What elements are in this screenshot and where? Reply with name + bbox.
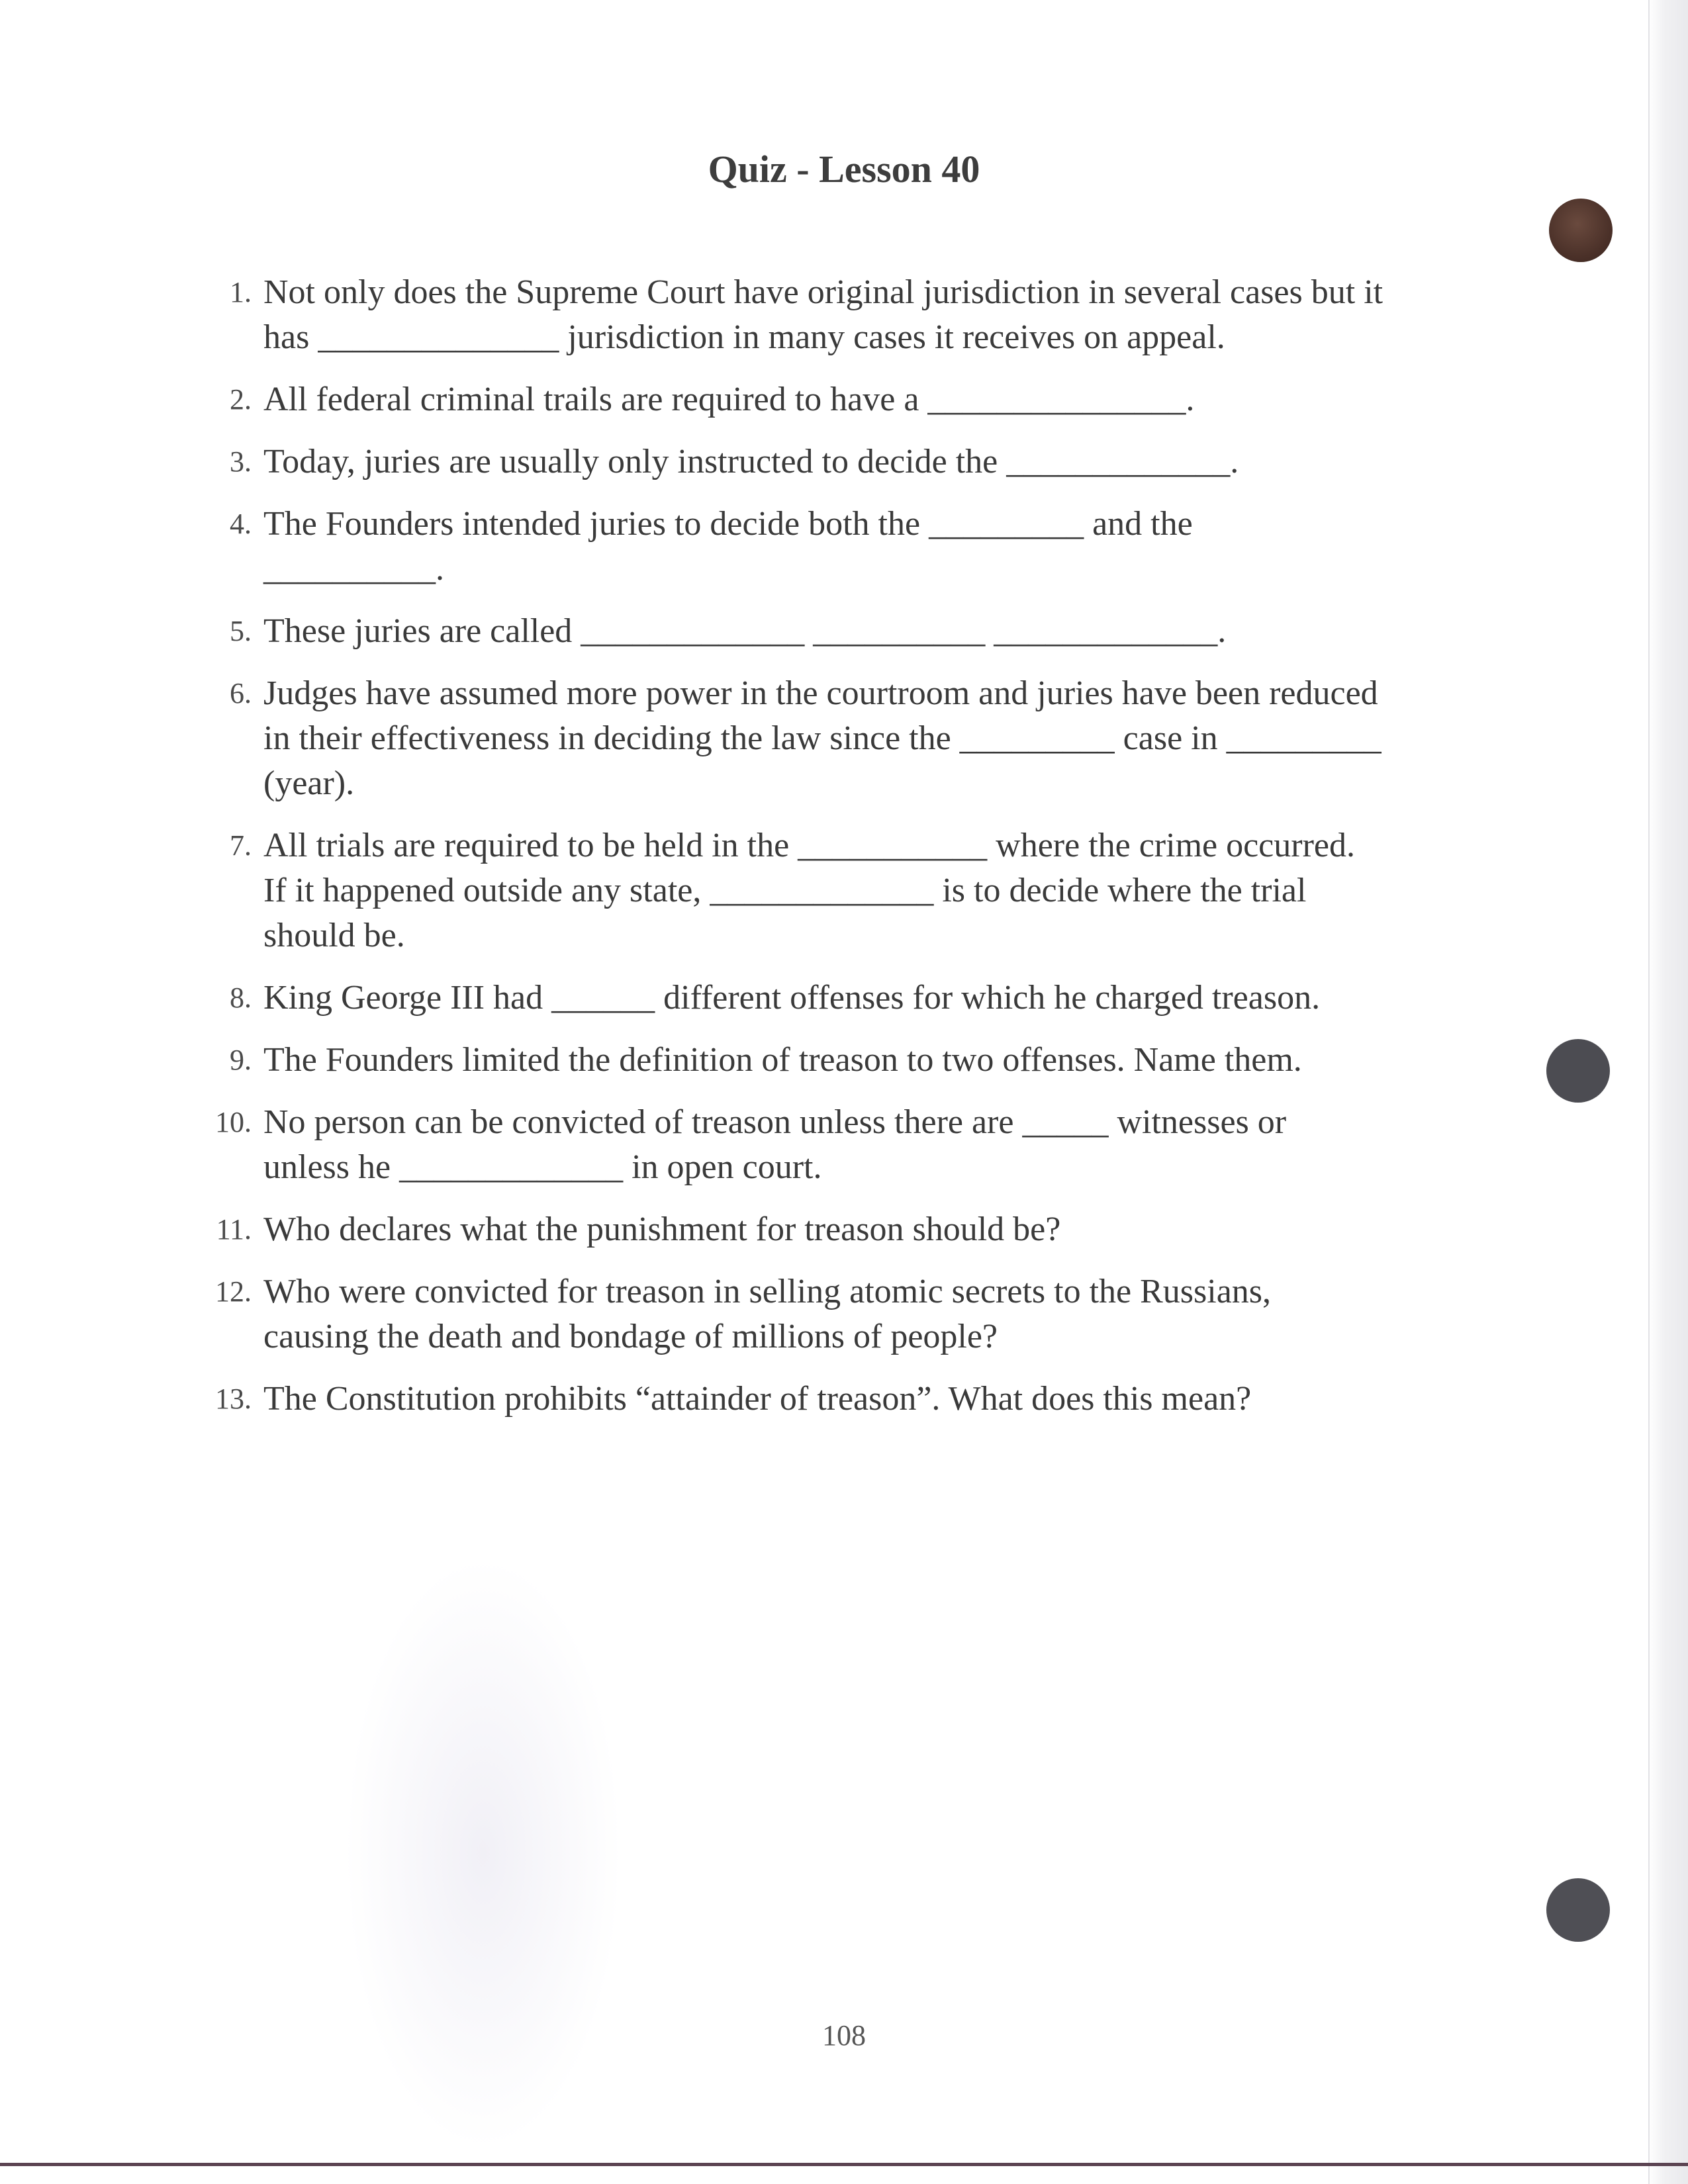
question-item [192,377,1503,422]
question-text: All federal criminal trails are required to have a _______________. [263,381,1195,418]
question-text: These juries are called _____________ __________ _____________. [263,612,1227,650]
page-number: 108 [822,2019,866,2052]
question-number: 13. [215,1383,252,1415]
question-number: 5. [230,615,252,647]
question-item [192,270,1503,360]
question-item [192,609,1503,654]
question-list [192,270,1503,1439]
scan-smudge [344,1555,622,2151]
question-text: All trials are required to be held in the ___________ where the crime occurred. If it happened outside any state, _____________ is to decide where the trial should be. [263,827,1355,954]
question-number: 3. [230,445,252,478]
question-item [192,1100,1503,1190]
question-number: 8. [230,981,252,1014]
question-number: 10. [215,1106,252,1138]
question-item [192,671,1503,806]
question-number: 4. [230,508,252,540]
question-text: Not only does the Supreme Court have original jurisdiction in several cases but it has ______________ jurisdiction in many cases it receives on appeal. [263,273,1383,356]
question-item [192,502,1503,592]
question-item [192,1207,1503,1252]
question-item [192,1038,1503,1083]
question-item [192,1269,1503,1359]
question-item [192,976,1503,1021]
question-text: Who were convicted for treason in selling atomic secrets to the Russians, causing the death and bondage of millions of people? [263,1273,1272,1355]
binder-hole-middle [1546,1039,1610,1103]
binder-hole-bottom [1546,1878,1610,1942]
question-item [192,1377,1503,1422]
page-edge-shadow [1648,0,1688,2184]
question-number: 11. [216,1213,252,1246]
question-item [192,823,1503,958]
question-text: The Founders limited the definition of treason to two offenses. Name them. [263,1041,1302,1079]
question-number: 6. [230,677,252,709]
question-number: 12. [215,1275,252,1308]
page-title: Quiz - Lesson 40 [708,148,980,191]
question-number: 7. [230,829,252,862]
question-number: 9. [230,1044,252,1076]
question-text: Who declares what the punishment for treason should be? [263,1210,1061,1248]
question-text: No person can be convicted of treason unless there are _____ witnesses or unless he _____________ in open court. [263,1103,1287,1186]
page-edge-line [1648,0,1650,2184]
bottom-edge-rule [0,2163,1688,2166]
question-text: The Constitution prohibits “attainder of treason”. What does this mean? [263,1380,1252,1418]
question-number: 2. [230,383,252,416]
question-number: 1. [230,276,252,308]
question-text: Today, juries are usually only instructed to decide the _____________. [263,443,1239,480]
question-item [192,439,1503,484]
question-text: The Founders intended juries to decide both the _________ and the __________. [263,505,1193,588]
question-text: King George III had ______ different offenses for which he charged treason. [263,979,1321,1017]
binder-hole-top [1549,199,1613,262]
question-text: Judges have assumed more power in the courtroom and juries have been reduced in their effectiveness in deciding the law since the _________ case in _________ (year). [263,674,1382,802]
